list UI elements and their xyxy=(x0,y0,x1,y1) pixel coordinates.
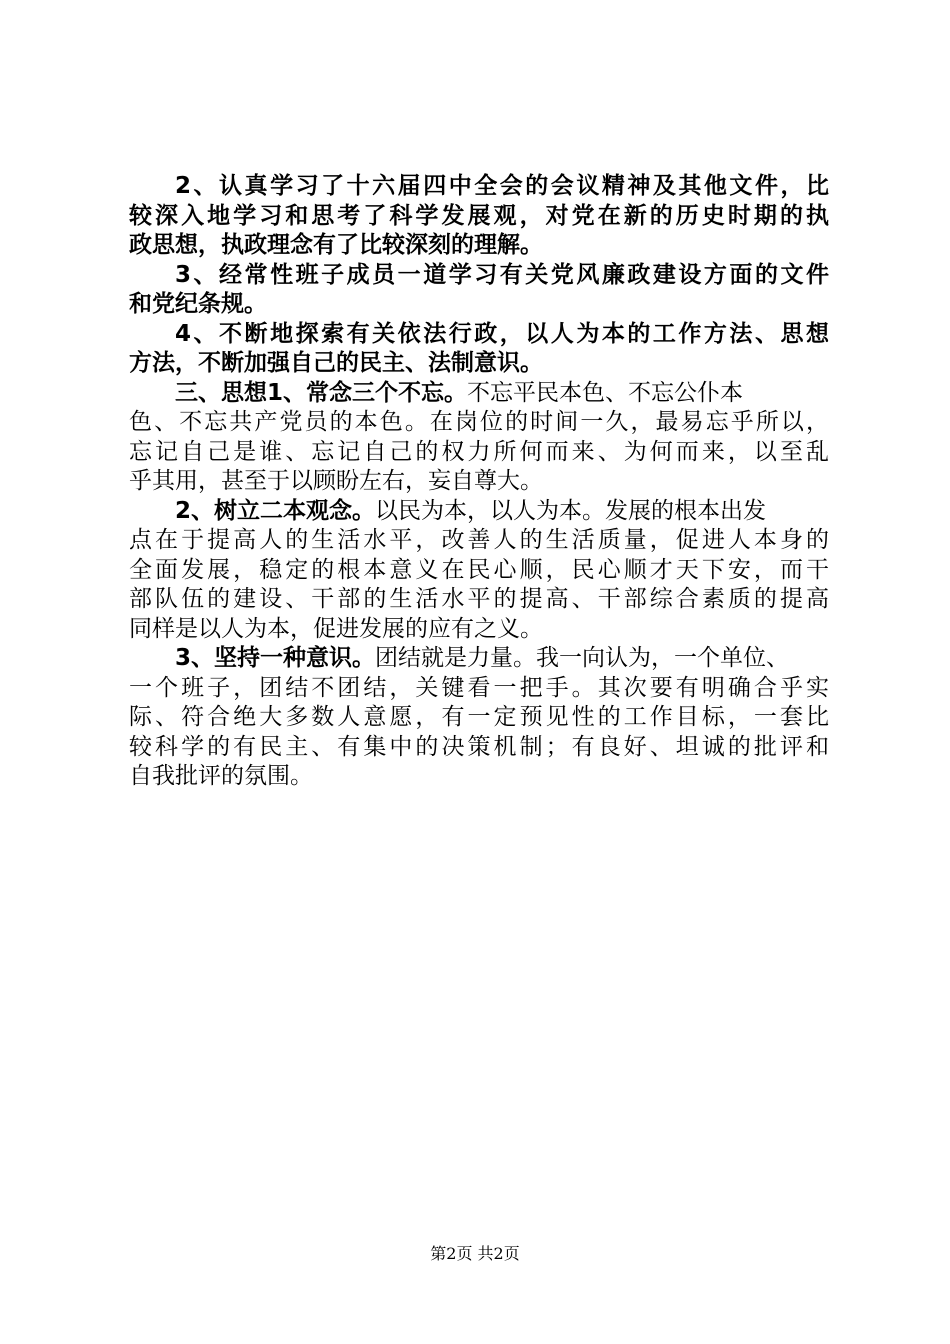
paragraph-5-line-2: 点在于提高人的生活水平，改善人的生活质量，促进人本身的 xyxy=(129,527,829,553)
paragraph-4-heading: 三、思想1、常念三个不忘。 xyxy=(175,379,468,406)
paragraph-5-line-3: 全面发展，稳定的根本意义在民心顺，民心顺才天下安，而干 xyxy=(129,556,829,583)
paragraph-2-line-1: 3、经常性班子成员一道学习有关党风廉政建设方面的文件 xyxy=(175,261,829,288)
paragraph-6-line-4: 较科学的有民主、有集中的决策机制；有良好、坦诚的批评和 xyxy=(129,733,829,760)
paragraph-4-text: 不忘平民本色、不忘公仆本 xyxy=(467,379,744,406)
paragraph-5-line-4: 部队伍的建设、干部的生活水平的提高、干部综合素质的提高 xyxy=(129,586,829,612)
paragraph-6-line-2: 一个班子，团结不团结，关键看一把手。其次要有明确合乎实 xyxy=(129,674,829,701)
paragraph-6-heading: 3、坚持一种意识。 xyxy=(175,645,376,671)
paragraph-6-line-1 xyxy=(129,644,829,674)
paragraph-4-line-3: 忘记自己是谁、忘记自己的权力所何而来、为何而来，以至乱 xyxy=(129,438,829,465)
paragraph-4-line-2: 色、不忘共产党员的本色。在岗位的时间一久，最易忘乎所以， xyxy=(129,409,829,435)
paragraph-4-line-4: 乎其用，甚至于以顾盼左右，妄自尊大。 xyxy=(129,468,543,494)
paragraph-6-text: 团结就是力量。我一向认为，一个单位、 xyxy=(375,645,790,671)
paragraph-5-text: 以民为本，以人为本。发展的根本出发 xyxy=(375,497,767,524)
paragraph-4-line-1 xyxy=(129,379,829,409)
paragraph-3-line-2: 方法，不断加强自己的民主、法制意识。 xyxy=(129,350,543,376)
paragraph-1-line-2: 较深入地学习和思考了科学发展观，对党在新的历史时期的执 xyxy=(129,202,829,229)
paragraph-6-line-5: 自我批评的氛围。 xyxy=(129,763,313,789)
paragraph-5-heading: 2、树立二本观念。 xyxy=(175,497,376,524)
paragraph-5-line-5: 同样是以人为本，促进发展的应有之义。 xyxy=(129,615,543,642)
paragraph-2-line-2: 和党纪条规。 xyxy=(129,291,267,317)
paragraph-3-line-1: 4、不断地探索有关依法行政，以人为本的工作方法、思想 xyxy=(175,320,829,347)
page-footer: 第2页 共2页 xyxy=(430,1244,520,1263)
paragraph-6-line-3: 际、符合绝大多数人意愿，有一定预见性的工作目标，一套比 xyxy=(129,704,829,730)
paragraph-1-line-3: 政思想，执政理念有了比较深刻的理解。 xyxy=(129,232,543,258)
paragraph-1-line-1: 2、认真学习了十六届四中全会的会议精神及其他文件，比 xyxy=(175,173,829,199)
document-body xyxy=(129,172,829,792)
paragraph-5-line-1 xyxy=(129,497,829,527)
